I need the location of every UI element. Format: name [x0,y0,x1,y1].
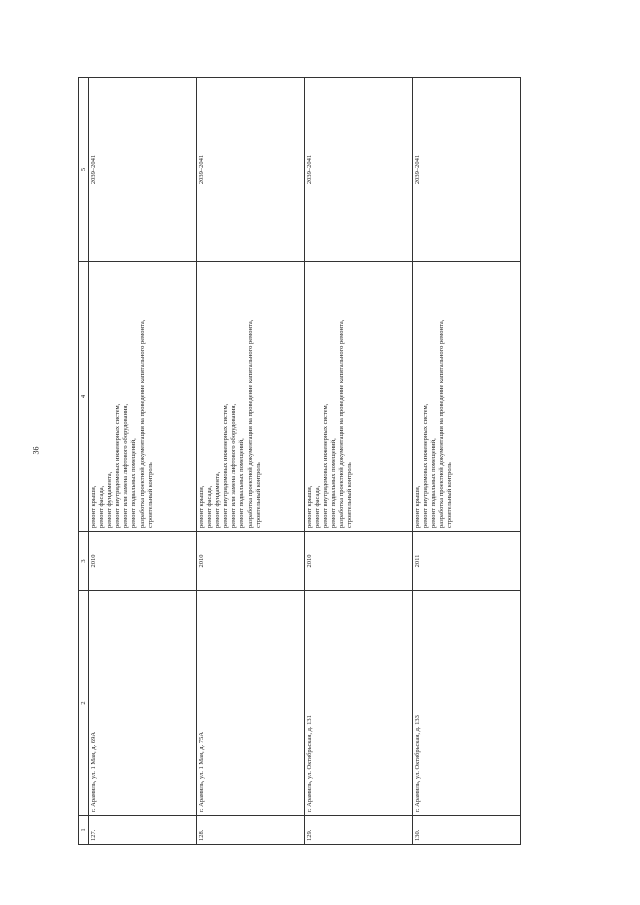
works-cell: ремонт крыши, ремонт фасада, ремонт фундамента, ремонт внутридомовых инженерных систем, ремонт или замена лифтового оборудования, ремонт подвальных помещений, разработка проектной документации на проведение капитального ремонта, строительный контроль [197,262,305,532]
table-row [413,78,521,845]
row-number: 127. [89,816,197,845]
row-number: 128. [197,816,305,845]
document-table-rotated [78,78,519,845]
year-cell: 2010 [197,532,305,591]
column-header-4: 4 [79,262,89,532]
address-cell: г. Арамиль, ул. Октябрьская, д. 133 [413,591,521,816]
year-cell: 2010 [89,532,197,591]
address-cell: г. Арамиль, ул. Октябрьская, д. 131 [305,591,413,816]
works-cell: ремонт крыши, ремонт внутридомовых инженерных систем, ремонт подвальных помещений, разработка проектной документации на проведение капитального ремонта, строительный контроль [413,262,521,532]
page-number: 36 [31,446,41,455]
year-cell: 2011 [413,532,521,591]
year-cell: 2010 [305,532,413,591]
period-cell: 2039–2041 [413,78,521,262]
table-row [305,78,413,845]
period-cell: 2039–2041 [197,78,305,262]
table-header-row [79,78,89,845]
works-cell: ремонт крыши, ремонт фасада, ремонт фундамента, ремонт внутридомовых инженерных систем, ремонт или замена лифтового оборудования, ремонт подвальных помещений, разработка проектной документации на проведение капитального ремонта, строительный контроль [89,262,197,532]
period-cell: 2039–2041 [305,78,413,262]
column-header-5: 5 [79,78,89,262]
column-header-2: 2 [79,591,89,816]
column-header-3: 3 [79,532,89,591]
repair-schedule-table [78,77,521,845]
row-number: 130. [413,816,521,845]
row-number: 129. [305,816,413,845]
column-header-1: 1 [79,816,89,845]
address-cell: г. Арамиль, ул. 1 Мая, д. 69А [89,591,197,816]
table-row [89,78,197,845]
period-cell: 2039–2041 [89,78,197,262]
table-row [197,78,305,845]
works-cell: ремонт крыши, ремонт фасада, ремонт внутридомовых инженерных систем, ремонт подвальных помещений, разработка проектной документации на проведение капитального ремонта, строительный контроль [305,262,413,532]
address-cell: г. Арамиль, ул. 1 Мая, д. 75А [197,591,305,816]
